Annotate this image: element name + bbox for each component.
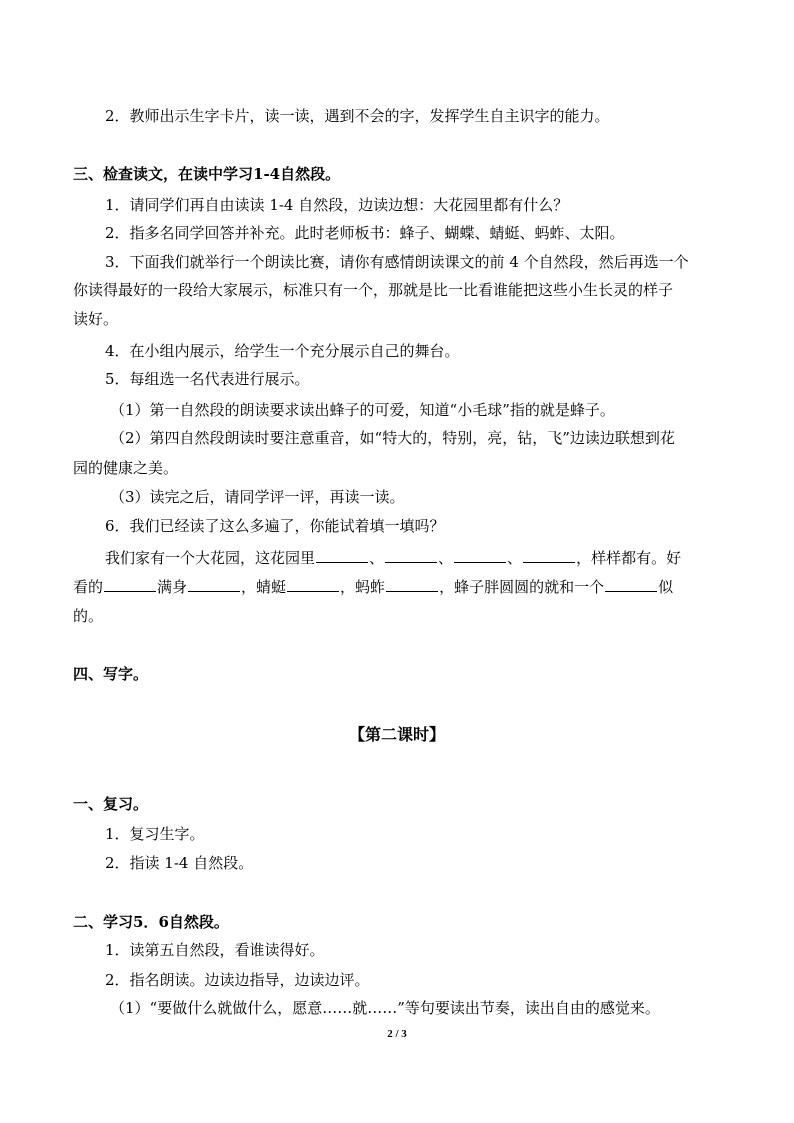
fill-in-line-2: [73, 577, 673, 597]
fill-in-line-1: [105, 548, 681, 568]
section-heading-3: 三、检查读文，在读中学习1-4自然段。: [73, 165, 341, 183]
fill-blank[interactable]: [385, 548, 437, 563]
fill-blank[interactable]: [523, 548, 575, 563]
paragraph-line: （2）第四自然段朗读时要注意重音，如“特大的，特别，亮，钻，飞”边读边联想到花: [110, 429, 675, 447]
fill-blank[interactable]: [287, 577, 339, 592]
paragraph-line: 5．每组选一名代表进行展示。: [105, 370, 310, 388]
fill-text: ，蜂子胖圆圆的就和一个: [439, 578, 605, 596]
paragraph-line: （3）读完之后，请同学评一评，再读一读。: [110, 488, 405, 506]
section-heading-2: 二、学习5．6自然段。: [73, 913, 229, 931]
fill-blank[interactable]: [316, 548, 368, 563]
fill-text: ，蜻蜓: [241, 578, 287, 596]
paragraph-line: 6．我们已经读了这么多遍了，你能试着填一填吗？: [105, 517, 445, 535]
fill-text: 满身: [157, 578, 188, 596]
fill-text: 、: [507, 549, 523, 567]
paragraph-line: 2．指读 1-4 自然段。: [105, 854, 254, 872]
fill-blank[interactable]: [104, 577, 156, 592]
paragraph-line: 你读得最好的一段给大家展示，标准只有一个，那就是比一比看谁能把这些小生长灵的样子: [73, 281, 674, 299]
paragraph-line: 1．读第五自然段，看谁读得好。: [105, 941, 325, 959]
paragraph-line: 园的健康之美。: [73, 459, 179, 477]
paragraph-line: 4．在小组内展示，给学生一个充分展示自己的舞台。: [105, 342, 460, 360]
paragraph-line: （1）第一自然段的朗读要求读出蜂子的可爱，知道“小毛球”指的就是蜂子。: [110, 401, 615, 419]
paragraph-line: 2．指名朗读。边读边指导，边读边评。: [105, 971, 370, 989]
paragraph-line: 读好。: [73, 310, 119, 328]
paragraph-line: 2．教师出示生字卡片，读一读，遇到不会的字，发挥学生自主识字的能力。: [105, 107, 610, 125]
fill-blank[interactable]: [188, 577, 240, 592]
fill-text: ，蚂蚱: [340, 578, 386, 596]
fill-in-line-3: 的。: [73, 607, 104, 625]
section-heading-4: 四、写字。: [73, 665, 149, 683]
paragraph-line: 2．指多名同学回答并补充。此时老师板书：蜂子、蝴蝶、蜻蜓、蚂蚱、太阳。: [105, 224, 625, 242]
fill-blank[interactable]: [386, 577, 438, 592]
fill-blank[interactable]: [454, 548, 506, 563]
fill-text: 看的: [73, 578, 104, 596]
fill-text: 我们家有一个大花园，这花园里: [105, 549, 316, 567]
lesson-title: 【第二课时】: [348, 725, 445, 744]
fill-blank[interactable]: [605, 577, 657, 592]
paragraph-line: 1．请同学们再自由读读 1-4 自然段，边读边想：大花园里都有什么？: [105, 196, 569, 214]
paragraph-line: 3．下面我们就举行一个朗读比赛，请你有感情朗读课文的前 4 个自然段，然后再选一个: [105, 253, 689, 271]
page-number: 2 / 3: [387, 1028, 407, 1040]
paragraph-line: （1）“要做什么就做什么，愿意……就……”等句要读出节奏，读出自由的感觉来。: [110, 999, 660, 1017]
fill-text: ，样样都有。好: [576, 549, 682, 567]
fill-text: 、: [438, 549, 454, 567]
fill-text: 、: [369, 549, 385, 567]
paragraph-line: 1．复习生字。: [105, 825, 205, 843]
section-heading-1: 一、复习。: [73, 795, 149, 813]
fill-text: 似: [658, 578, 674, 596]
